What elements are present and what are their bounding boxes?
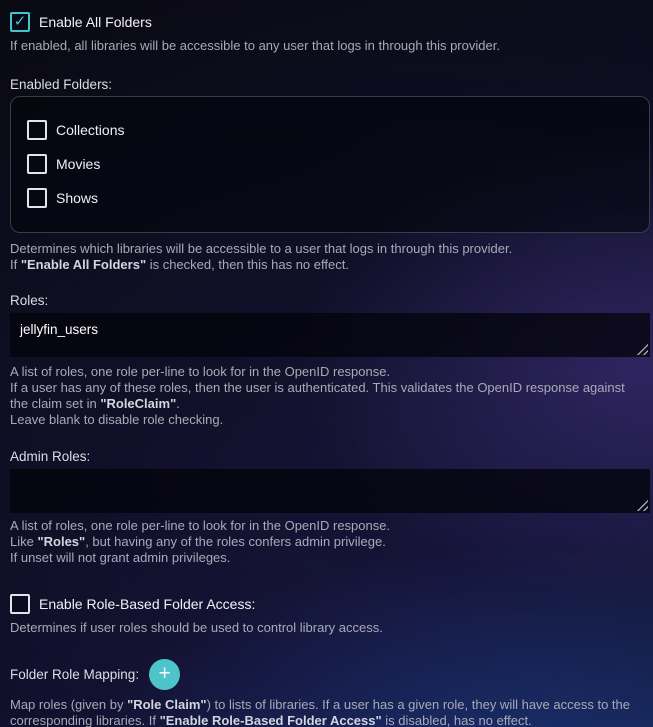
collections-label: Collections bbox=[56, 122, 125, 138]
shows-label: Shows bbox=[56, 190, 99, 206]
folder-role-mapping-label: Folder Role Mapping: bbox=[10, 667, 140, 682]
admin-roles-textarea-wrap bbox=[10, 469, 650, 513]
enable-all-folders-description: If enabled, all libraries will be accessible to any user that logs in through this provider. bbox=[10, 38, 500, 53]
enable-all-folders-label: Enable All Folders bbox=[39, 14, 152, 30]
folder-option-movies bbox=[27, 154, 633, 174]
enabled-folders-description: Determines which libraries will be accessible to a user that logs in through this provider. If "Enable All Folders" is checked, then this has no effect. bbox=[10, 241, 513, 272]
role-based-folder-access-label: Enable Role-Based Folder Access: bbox=[39, 596, 256, 612]
folder-option-collections bbox=[27, 120, 633, 140]
enabled-folders-fieldset bbox=[10, 96, 650, 233]
enabled-folders-label: Enabled Folders: bbox=[10, 77, 113, 92]
movies-checkbox[interactable] bbox=[27, 154, 47, 174]
admin-roles-description: A list of roles, one role per-line to look for in the OpenID response. Like "Roles", but having any of the roles confers admin privilege. If unset will not grant admin privileges. bbox=[10, 518, 391, 565]
admin-roles-label: Admin Roles: bbox=[10, 449, 91, 464]
folder-option-shows bbox=[27, 188, 633, 208]
role-based-folder-access-checkbox[interactable] bbox=[10, 594, 30, 614]
roles-input[interactable] bbox=[10, 313, 650, 357]
enable-all-folders-checkbox[interactable] bbox=[10, 12, 30, 32]
collections-checkbox[interactable] bbox=[27, 120, 47, 140]
roles-textarea-wrap bbox=[10, 313, 650, 357]
checkmark-icon: ✓ bbox=[13, 12, 27, 30]
folder-role-mapping-description: Map roles (given by "Role Claim") to lists of libraries. If a user has a given role, they will have access to the corresponding libraries. If "Enable Role-Based Folder Access" is disabled, has no effect. bbox=[10, 697, 630, 727]
roles-description: A list of roles, one role per-line to look for in the OpenID response. If a user has any of these roles, then the user is authenticated. This validates the OpenID response against the claim set in "RoleClaim". Leave blank to disable role checking. bbox=[10, 364, 625, 427]
role-based-folder-access-description: Determines if user roles should be used to control library access. bbox=[10, 620, 383, 635]
admin-roles-input[interactable] bbox=[10, 469, 650, 513]
plus-icon: + bbox=[158, 662, 171, 685]
enable-all-folders-row bbox=[10, 12, 643, 32]
folder-role-mapping-row bbox=[10, 659, 643, 690]
movies-label: Movies bbox=[56, 156, 101, 172]
shows-checkbox[interactable] bbox=[27, 188, 47, 208]
roles-label: Roles: bbox=[10, 293, 49, 308]
role-based-folder-access-row bbox=[10, 594, 643, 614]
add-folder-role-mapping-button[interactable] bbox=[149, 659, 180, 690]
